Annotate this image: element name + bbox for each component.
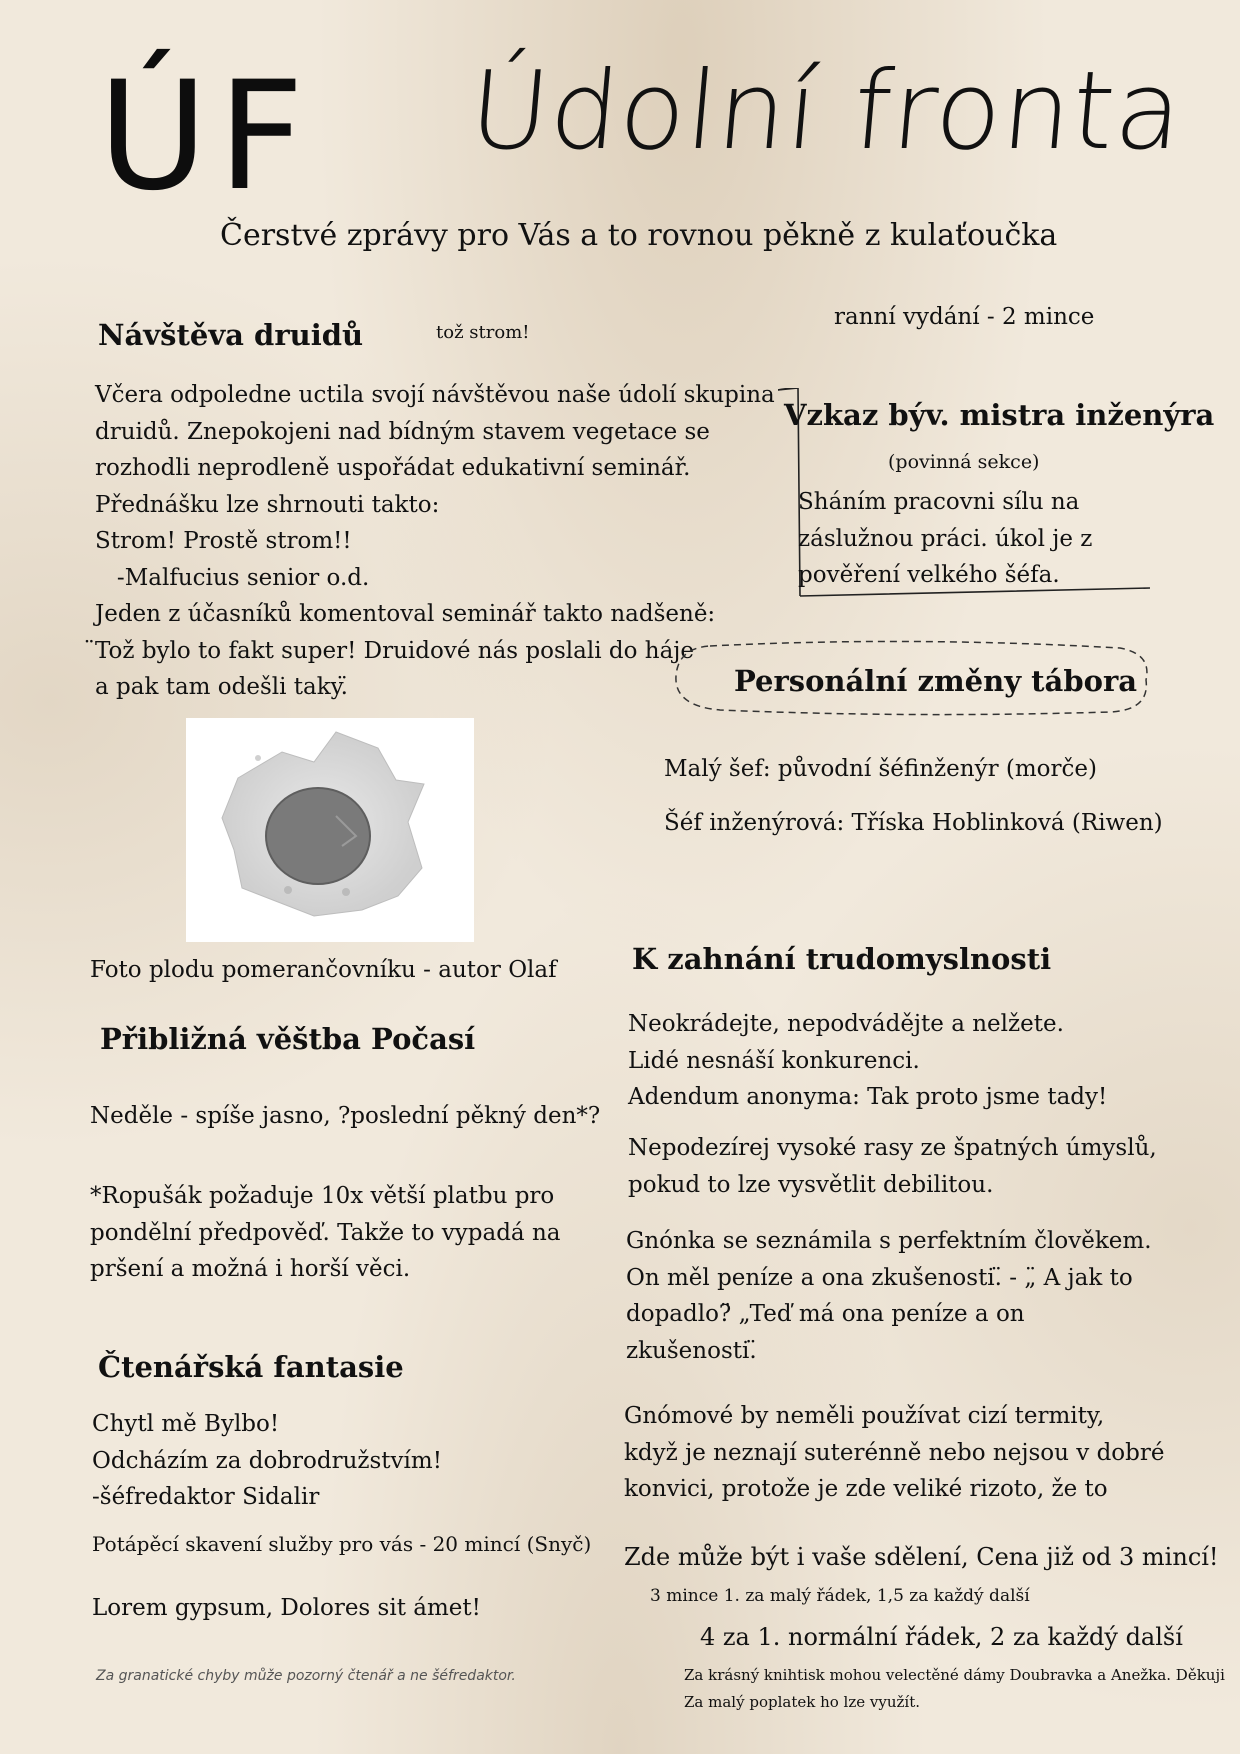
newspaper-logo: ÚF (98, 50, 315, 224)
article-line: rozhodli neprodleně uspořádat edukativní seminář. (95, 455, 691, 481)
errata-note: Za granatické chyby může pozorný čtenář a ne šéfredaktor. (96, 1668, 516, 1684)
article-line: Přednášku lze shrnouti takto: (95, 491, 440, 518)
message-line: záslužnou práci. úkol je z (798, 525, 1093, 552)
photo-caption: Foto plodu pomerančovníku - autor Olaf (90, 957, 557, 983)
weather-footnote (90, 1178, 560, 1288)
article-line: ̈Tož bylo to fakt super! Druidové nás poslali do háje (95, 637, 695, 664)
reader-heading: Čtenářská fantasie (98, 1350, 404, 1384)
orange-fruit-photo (186, 718, 474, 942)
staff-heading: Personální změny tábora (734, 664, 1138, 698)
gloom-line: Neokrádejte, nepodvádějte a nelžete. (628, 1011, 1064, 1037)
print-thanks (684, 1662, 1225, 1716)
gloom-line: Adendum anonyma: Tak proto jsme tady! (628, 1084, 1108, 1110)
weather-heading: Přibližná věštba Počasí (100, 1022, 476, 1056)
gloom-line: Gnónka se seznámila s perfektním člověkem. (626, 1228, 1152, 1254)
reader-line: Chytl mě Bylbo! (92, 1411, 280, 1437)
gloom-line: když je neznají suterénně nebo nejsou v dobré (624, 1439, 1165, 1466)
thanks-line: Za krásný knihtisk mohou velectěné dámy Doubravka a Anežka. Děkuji (684, 1666, 1225, 1684)
gloom-block-4 (624, 1398, 1164, 1508)
staff-line: Malý šef: původní šéfinženýr (morče) (664, 756, 1097, 782)
druids-heading: Návštěva druidů (98, 318, 364, 352)
newspaper-title: Údolní fronta (464, 49, 1189, 174)
article-line: Včera odpoledne uctila svojí návštěvou naše údolí skupina (95, 382, 775, 408)
staff-line: Šéf inženýrová: Tříska Hoblinková (Riwen) (664, 810, 1163, 836)
weather-forecast: Neděle - spíše jasno, ?poslední pěkný den*? (90, 1103, 601, 1129)
ads-heading: Zde může být i vaše sdělení, Cena již od 3 mincí! (624, 1543, 1219, 1571)
gloom-line: Nepodezírej vysoké rasy ze špatných úmyslů, (628, 1135, 1157, 1161)
message-line: Sháním pracovni sílu na (798, 489, 1080, 515)
newspaper-subtitle: Čerstvé zprávy pro Vás a to rovnou pěkně z kulaťoučka (220, 218, 1058, 253)
lorem-line: Lorem gypsum, Dolores sit ámet! (92, 1595, 481, 1621)
article-line: Jeden z účasníků komentoval seminář takto nadšeně: (95, 601, 716, 627)
thanks-line: Za malý poplatek ho lze využít. (684, 1693, 920, 1711)
gloom-line: Lidé nesnáší konkurenci. (628, 1047, 920, 1074)
normal-line-rate: 4 za 1. normální řádek, 2 za každý další (700, 1623, 1183, 1651)
gloom-line: zkušenosti.̈ (626, 1337, 757, 1364)
reader-line: -šéfredaktor Sidalir (92, 1484, 320, 1510)
gloom-heading: K zahnání trudomyslnosti (632, 942, 1052, 976)
reader-line: Odcházím za dobrodružstvím! (92, 1447, 442, 1474)
gloom-block-3 (626, 1223, 1152, 1369)
staff-changes (664, 742, 1163, 850)
engineer-section-note: (povinná sekce) (888, 451, 1040, 473)
message-line: pověření velkého šéfa. (798, 562, 1060, 588)
engineer-heading: Vzkaz býv. mistra inženýra (784, 398, 1215, 432)
weather-line: pršení a možná i horší věci. (90, 1256, 411, 1282)
weather-line: pondělní předpověď. Takže to vypadá na (90, 1219, 561, 1246)
gloom-block-1 (628, 1006, 1107, 1116)
article-line: a pak tam odešli taky.̈ (95, 674, 348, 700)
gloom-line: dopadlo?̈ „Teď má ona peníze a on (626, 1301, 1025, 1327)
small-line-rate: 3 mince 1. za malý řádek, 1,5 za každý další (650, 1586, 1030, 1606)
druids-aside: tož strom! (436, 322, 530, 343)
edition-price: ranní vydání - 2 mince (834, 304, 1095, 330)
gloom-line: On měl peníze a ona zkušenosti.̈ - „̈ A jak to (626, 1264, 1133, 1291)
weather-line: *Ropušák požaduje 10x větší platbu pro (90, 1183, 555, 1209)
gloom-line: konvici, protože je zde veliké rizoto, že to (624, 1476, 1108, 1502)
article-line: Strom! Prostě strom!! (95, 528, 352, 554)
gloom-block-2 (628, 1130, 1157, 1203)
engineer-message (798, 484, 1092, 594)
gloom-line: pokud to lze vysvětlit debilitou. (628, 1171, 994, 1198)
diving-service-ad: Potápěcí skavení služby pro vás - 20 mincí (Snyč) (92, 1532, 592, 1556)
reader-text (92, 1406, 442, 1516)
article-line: druidů. Znepokojeni nad bídným stavem vegetace se (95, 418, 710, 445)
gloom-line: Gnómové by neměli používat cizí termity, (624, 1403, 1105, 1429)
article-line: -Malfucius senior o.d. (95, 564, 370, 591)
